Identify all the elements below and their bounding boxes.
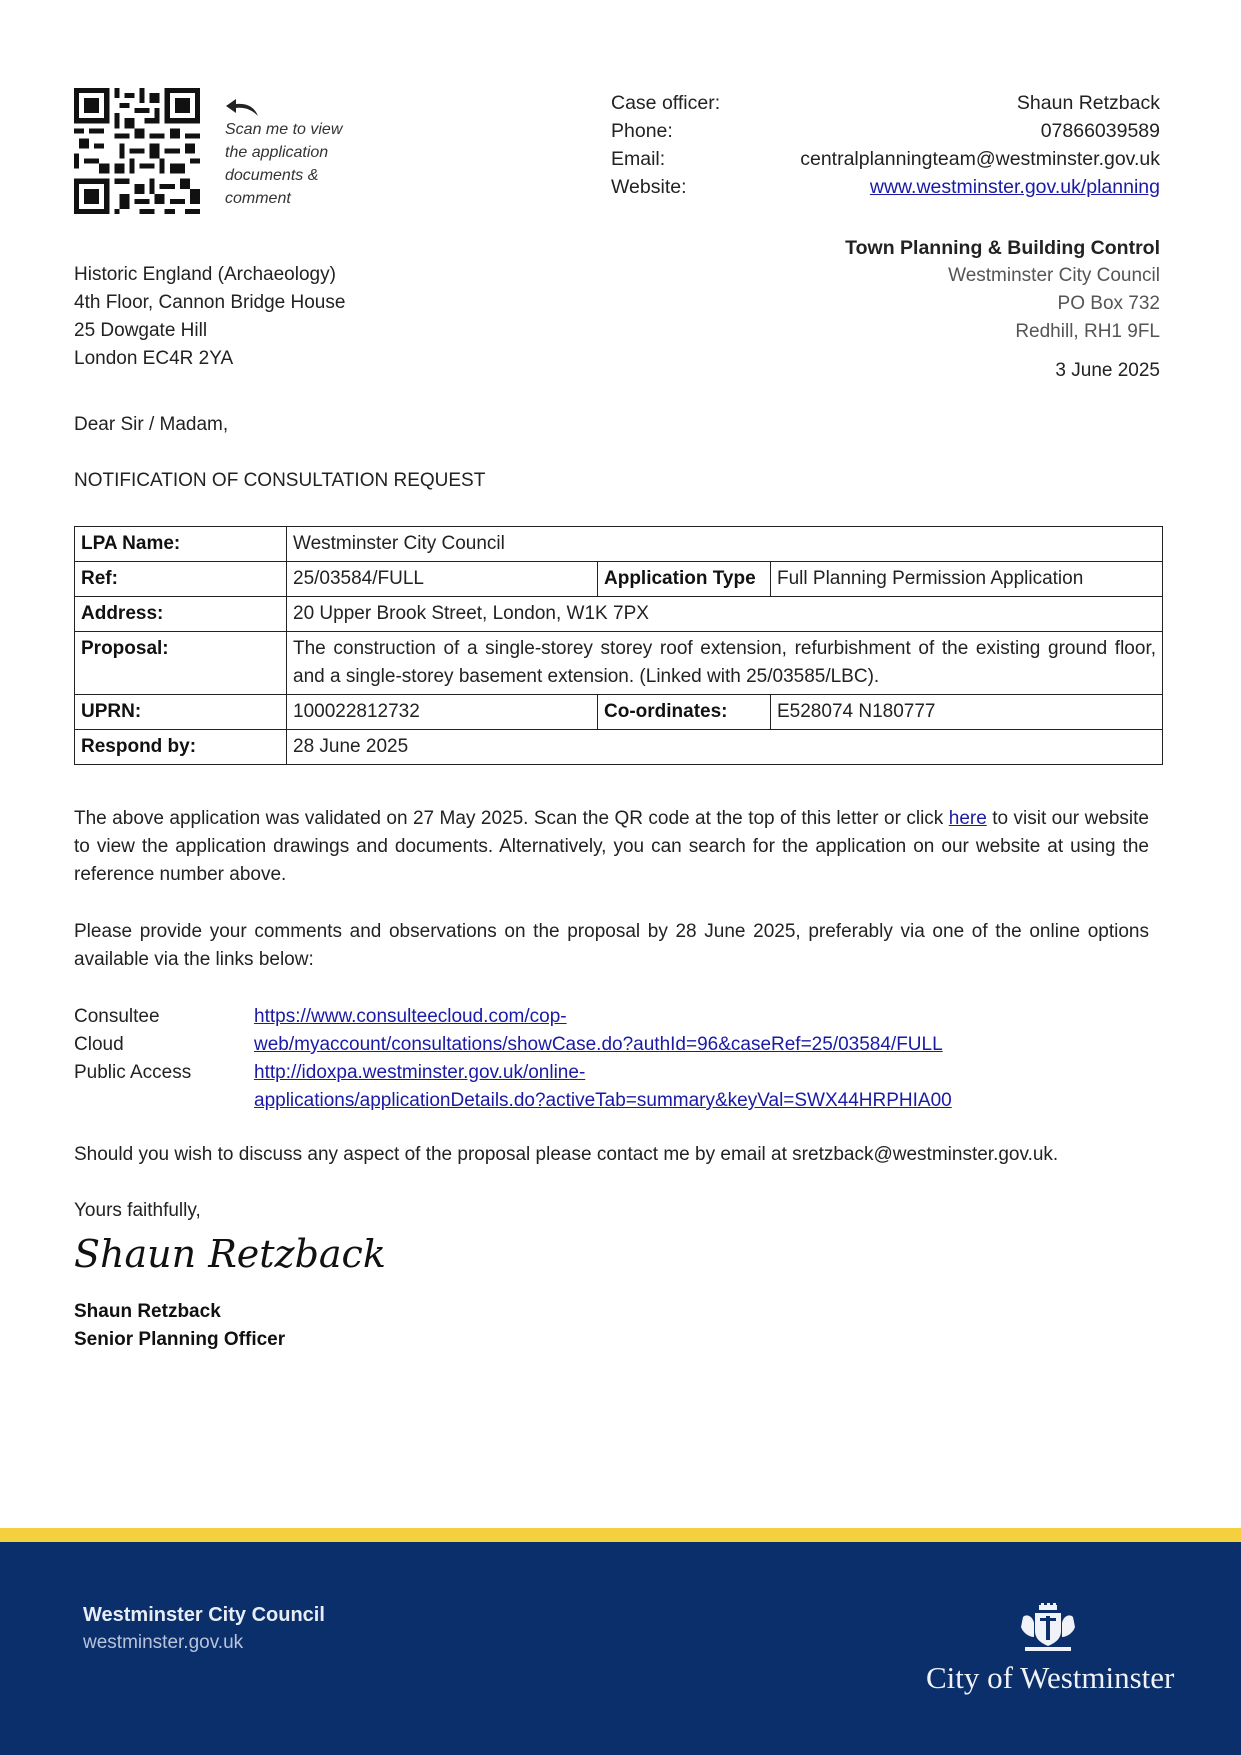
officer-label: Case officer: xyxy=(611,92,721,114)
consultee-cloud-link[interactable]: web/myaccount/consultations/showCase.do?authId=96&caseRef=25/03584/FULL xyxy=(254,1034,943,1055)
here-link[interactable]: here xyxy=(948,808,987,829)
contact-row-email xyxy=(611,145,1160,173)
lpa-label: LPA Name: xyxy=(75,527,287,562)
signer-name: Shaun Retzback xyxy=(74,1301,221,1322)
table-row xyxy=(75,562,1163,597)
website-label: Website: xyxy=(611,176,687,198)
coords-label: Co-ordinates: xyxy=(598,695,771,730)
option-name-line: Cloud xyxy=(74,1034,124,1055)
public-access-link[interactable]: http://idoxpa.westminster.gov.uk/online- xyxy=(254,1062,586,1083)
department-name: Town Planning & Building Control xyxy=(845,237,1160,259)
public-access-link[interactable]: applications/applicationDetails.do?activeTab=summary&keyVal=SWX44HRPHIA00 xyxy=(254,1090,952,1111)
list-item xyxy=(74,1003,1163,1059)
uprn-value: 100022812732 xyxy=(287,695,598,730)
closing: Yours faithfully, xyxy=(74,1200,201,1221)
letter-date: 3 June 2025 xyxy=(1055,360,1160,381)
phone-value: 07866039589 xyxy=(1040,120,1160,142)
lpa-value: Westminster City Council xyxy=(287,527,1163,562)
phone-label: Phone: xyxy=(611,120,673,142)
recipient-line: London EC4R 2YA xyxy=(74,348,234,369)
contact-row-website xyxy=(611,173,1160,201)
table-row xyxy=(75,695,1163,730)
contact-row-phone xyxy=(611,117,1160,145)
recipient-line: 4th Floor, Cannon Bridge House xyxy=(74,292,346,313)
option-name-line: Public Access xyxy=(74,1062,192,1083)
uprn-label: UPRN: xyxy=(75,695,287,730)
ref-value: 25/03584/FULL xyxy=(287,562,598,597)
details-table xyxy=(74,526,1163,765)
comments-paragraph: Please provide your comments and observations on the proposal by 28 June 2025, preferably via one of the online options available via the links below: xyxy=(74,921,1149,970)
recipient-line: Historic England (Archaeology) xyxy=(74,264,336,285)
proposal-label: Proposal: xyxy=(75,632,287,695)
table-row xyxy=(75,632,1163,695)
curved-arrow-icon xyxy=(224,96,260,120)
email-label: Email: xyxy=(611,148,666,170)
qr-caption-line: documents & xyxy=(225,167,319,184)
validation-paragraph xyxy=(74,805,1149,889)
ref-label: Ref: xyxy=(75,562,287,597)
discuss-paragraph: Should you wish to discuss any aspect of the proposal please contact me by email at sretzback@westminster.gov.uk. xyxy=(74,1144,1059,1165)
contact-row-officer xyxy=(611,89,1160,117)
recipient-address xyxy=(74,261,345,373)
address-value: 20 Upper Brook Street, London, W1K 7PX xyxy=(287,597,1163,632)
public-access-link-wrap xyxy=(254,1059,1163,1115)
sender-town: Redhill, RH1 9FL xyxy=(1015,321,1160,342)
sender-address xyxy=(845,234,1160,346)
council-name: Westminster City Council xyxy=(948,265,1160,286)
email-value: centralplanningteam@westminster.gov.uk xyxy=(800,148,1160,170)
para1-text-after: to visit our website to view the application drawings and documents. Alternatively, you can search for the application on our website at using the reference number above. xyxy=(74,808,1149,885)
po-box: PO Box 732 xyxy=(1057,293,1160,314)
footer-stripe xyxy=(0,1528,1241,1542)
recipient-line: 25 Dowgate Hill xyxy=(74,320,208,341)
option-name xyxy=(74,1003,254,1059)
table-row xyxy=(75,597,1163,632)
website-link[interactable]: www.westminster.gov.uk/planning xyxy=(869,176,1160,198)
consultee-cloud-link-wrap xyxy=(254,1003,1163,1059)
signer-block xyxy=(74,1298,285,1354)
list-item xyxy=(74,1059,1163,1115)
option-name-line: Consultee xyxy=(74,1006,160,1027)
para1-text-before: The above application was validated on 27 May 2025. Scan the QR code at the top of this letter or click xyxy=(74,808,949,829)
qr-code[interactable] xyxy=(74,88,200,214)
footer-org-name: Westminster City Council xyxy=(83,1604,325,1626)
salutation: Dear Sir / Madam, xyxy=(74,414,229,435)
qr-caption-line: the application xyxy=(225,144,329,161)
app-type-label: Application Type xyxy=(598,562,771,597)
table-row xyxy=(75,730,1163,765)
coords-value: E528074 N180777 xyxy=(771,695,1163,730)
signature: Shaun Retzback xyxy=(74,1232,386,1276)
qr-caption-line: Scan me to view xyxy=(225,121,343,138)
respond-label: Respond by: xyxy=(75,730,287,765)
signer-title: Senior Planning Officer xyxy=(74,1329,286,1350)
respond-value: 28 June 2025 xyxy=(287,730,1163,765)
qr-caption xyxy=(225,118,365,210)
address-label: Address: xyxy=(75,597,287,632)
online-options xyxy=(74,1003,1163,1115)
footer-city-name: City of Westminster xyxy=(926,1660,1175,1695)
letter-heading: NOTIFICATION OF CONSULTATION REQUEST xyxy=(74,470,486,491)
app-type-value: Full Planning Permission Application xyxy=(771,562,1163,597)
consultee-cloud-link[interactable]: https://www.consulteecloud.com/cop- xyxy=(254,1006,567,1027)
crest-icon xyxy=(1017,1603,1079,1653)
officer-value: Shaun Retzback xyxy=(1016,92,1160,114)
qr-caption-line: comment xyxy=(225,190,291,207)
contact-block xyxy=(611,89,1160,201)
table-row xyxy=(75,527,1163,562)
footer-website: westminster.gov.uk xyxy=(83,1632,244,1653)
proposal-value: The construction of a single-storey storey roof extension, refurbishment of the existing ground floor, and a single-storey basement extension. (Linked with 25/03585/LBC). xyxy=(287,632,1163,695)
option-name xyxy=(74,1059,254,1115)
